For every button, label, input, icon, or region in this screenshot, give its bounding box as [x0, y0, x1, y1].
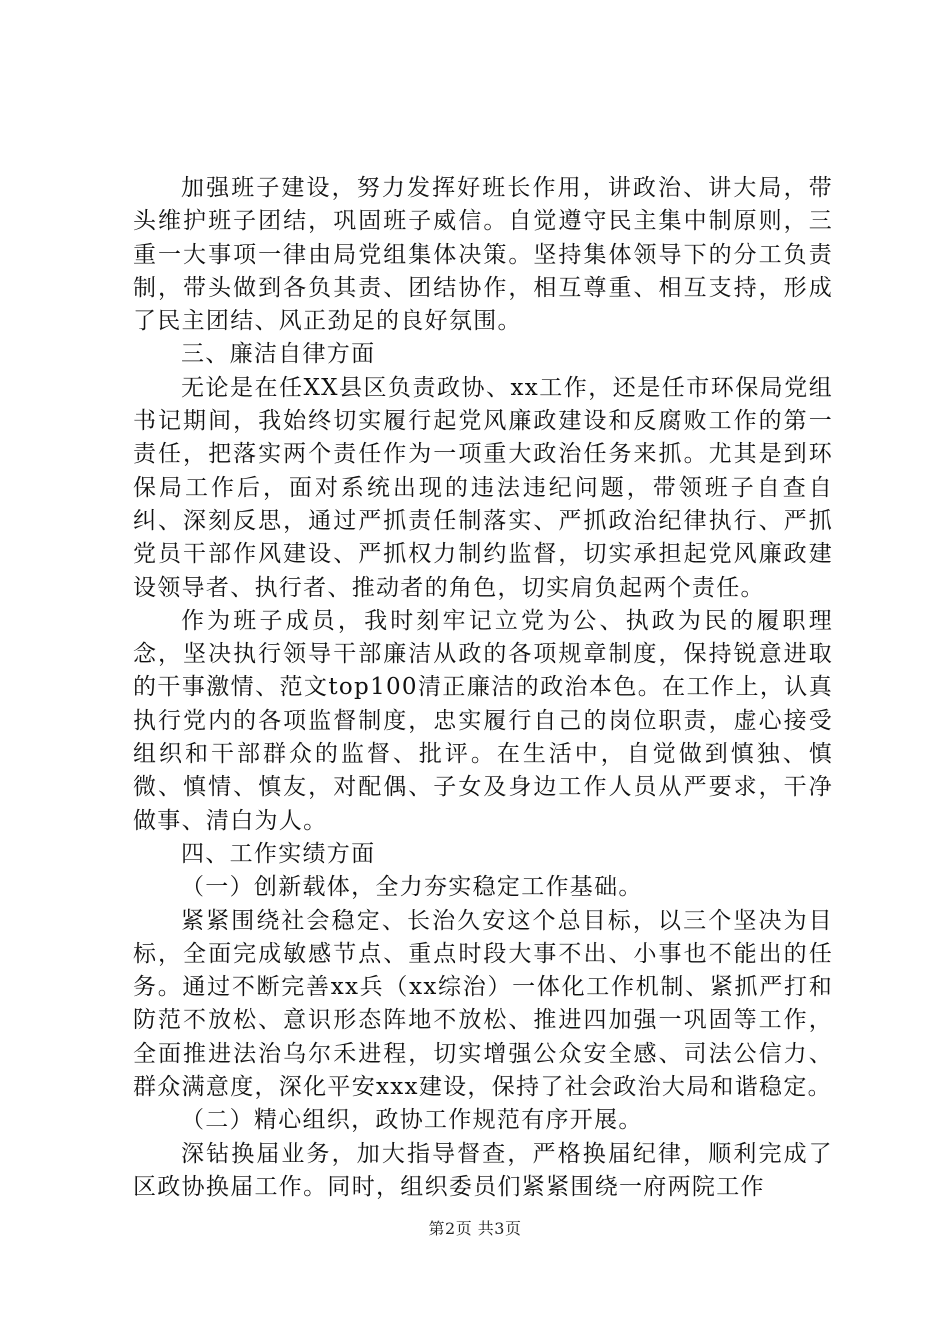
paragraph-team-building: 加强班子建设，努力发挥好班长作用，讲政治、讲大局，带头维护班子团结，巩固班子威信。自觉遵守民主集中制原则，三重一大事项一律由局党组集体决策。坚持集体领导下的分工负责制，带头做到各负其责、团结协作，相互尊重、相互支持，形成了民主团结、风正劲足的良好氛围。	[133, 175, 833, 335]
paragraph-stability: 紧紧围绕社会稳定、长治久安这个总目标，以三个坚决为目标，全面完成敏感节点、重点时段大事不出、小事也不能出的任务。通过不断完善xx兵（xx综治）一体化工作机制、紧抓严打和防范不放松、意识形态阵地不放松、推进四加强一巩固等工作，全面推进法治乌尔禾进程，切实增强公众安全感、司法公信力、群众满意度，深化平安xxx建设，保持了社会政治大局和谐稳定。	[133, 907, 833, 1101]
section-heading-integrity: 三、廉洁自律方面	[181, 341, 376, 368]
subsection-heading-stability: （一）创新载体，全力夯实稳定工作基础。	[181, 874, 643, 901]
paragraph-cppcc: 深钻换届业务，加大指导督查，严格换届纪律，顺利完成了区政协换届工作。同时，组织委员们紧紧围绕一府两院工作	[133, 1140, 833, 1200]
paragraph-integrity-responsibility: 无论是在任XX县区负责政协、xx工作，还是任市环保局党组书记期间，我始终切实履行起党风廉政建设和反腐败工作的第一责任，把落实两个责任作为一项重大政治任务来抓。尤其是到环保局工作后，面对系统出现的违法违纪问题，带领班子自查自纠、深刻反思，通过严抓责任制落实、严抓政治纪律执行、严抓党员干部作风建设、严抓权力制约监督，切实承担起党风廉政建设领导者、执行者、推动者的角色，切实肩负起两个责任。	[133, 374, 833, 601]
subsection-heading-cppcc: （二）精心组织，政协工作规范有序开展。	[181, 1107, 643, 1134]
page-footer: 第2页 共3页	[428, 1219, 522, 1238]
section-heading-performance: 四、工作实绩方面	[181, 840, 376, 867]
paragraph-integrity-conduct: 作为班子成员，我时刻牢记立党为公、执政为民的履职理念，坚决执行领导干部廉洁从政的各项规章制度，保持锐意进取的干事激情、范文top100清正廉洁的政治本色。在工作上，认真执行党内的各项监督制度，忠实履行自己的岗位职责，虚心接受组织和干部群众的监督、批评。在生活中，自觉做到慎独、慎微、慎情、慎友，对配偶、子女及身边工作人员从严要求，干净做事、清白为人。	[133, 607, 833, 834]
document-body	[133, 172, 833, 1204]
